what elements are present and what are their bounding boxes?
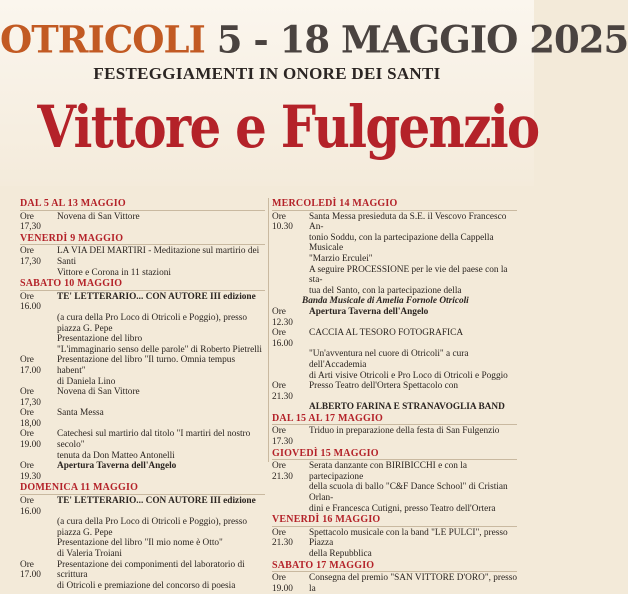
program-entry [272,504,517,515]
event-description: "Un'avventura nel cuore di Otricoli" a cura dell'Accademia [309,349,469,370]
event-time: Ore 19.00 [272,573,293,594]
event-time: Ore 21.30 [272,527,293,549]
event-description: di Otricoli e premiazione del concorso di poesia [57,580,236,591]
program-entry [20,549,265,560]
event-description: della scuola di ballo "C&F Dance School" di Cristian Orlan- [309,482,508,504]
day-heading: SABATO 17 MAGGIO [272,561,517,573]
program-entry [272,286,517,297]
program-entry [20,429,265,450]
program-entry [20,560,265,581]
program-entry [20,313,265,334]
day-heading: SABATO 10 MAGGIO [20,279,265,291]
program-entry [20,461,265,482]
column-divider [268,198,269,462]
program-entry [272,528,517,549]
program-entry [272,233,517,254]
program-entry [20,581,265,592]
title-line [0,14,628,65]
event-description: Presentazione del libro [57,334,143,345]
event-description: (a cura della Pro Loco di Otricoli e Poggio), presso piazza G. Pepe [57,312,248,334]
day-heading: VENERDÌ 16 MAGGIO [272,515,517,527]
event-description: Apertura Taverna dell'Angelo [309,306,429,317]
event-time: Ore 12.30 [272,306,293,328]
event-description: A seguire PROCESSIONE per le vie del paese con la sta- [309,264,508,286]
event-description: dini e Francesca Cutigni, presso Teatro dell'Ortera [309,503,496,514]
day-heading: GIOVEDÌ 15 MAGGIO [272,449,517,461]
event-time: Ore 17.30 [272,426,293,448]
event-description: Vittore e Corona in 11 stazioni [57,267,171,278]
event-description: Presentazione dei componimenti del laboratorio di scrittura [57,559,245,581]
saints-title: Vittore e Fulgenzio [37,93,539,161]
program-entry [272,426,517,447]
event-time: Ore 21.30 [272,461,293,482]
program-entry [20,408,265,429]
program-entry [20,538,265,549]
program-entry [20,355,265,376]
event-description: Novena di San Vittore [57,387,140,398]
town-name: OTRICOLI [0,16,205,62]
program-entry [20,345,265,356]
event-description: di Daniela Lino [57,376,116,387]
event-description: della Repubblica [309,549,372,559]
event-description: Triduo in preparazione della festa di San Fulgenzio [309,426,500,437]
program-columns [14,198,520,594]
program-entry [272,349,517,370]
event-description: Apertura Taverna dell'Angelo [57,461,177,472]
program-entry [272,482,517,503]
program-left-column [20,198,265,591]
program-entry [272,254,517,265]
event-description: "L'immaginario senso delle parole" di Roberto Pietrelli [57,344,262,355]
program-entry [20,246,265,267]
event-time: Ore 10.30 [272,211,293,233]
program-entry [20,212,265,233]
event-time: Ore 17.00 [20,559,41,581]
program-right-column [272,198,518,594]
event-description: tonio Soddu, con la partecipazione della Cappella Musicale [309,232,494,254]
event-time: Ore 16.00 [272,328,293,349]
event-description: CACCIA AL TESORO FOTOGRAFICA [309,328,464,339]
event-time: Ore 19.00 [20,429,41,451]
event-time: Ore 17,30 [20,211,41,233]
program-entry [272,549,517,560]
day-heading: DOMENICA 11 MAGGIO [20,483,265,495]
event-description: di Arti visive Otricoli e Pro Loco di Otricoli e Poggio [309,370,508,381]
program-entry [20,268,265,279]
program-entry [272,212,517,233]
program-entry [20,334,265,345]
event-time: Ore 21.30 [272,381,293,402]
event-time: Ore 18,00 [20,408,41,429]
event-time: Ore 17.00 [20,355,41,376]
event-dates: 5 - 18 MAGGIO 2025 [216,16,628,62]
event-description: Novena di San Vittore [57,211,140,222]
program-entry [272,371,517,382]
event-description: Santa Messa [57,408,104,419]
event-time: Ore 16.00 [20,496,41,517]
event-description: (a cura della Pro Loco di Otricoli e Poggio), presso piazza G. Pepe [57,517,248,538]
subtitle: FESTEGGIAMENTI IN ONORE DEI SANTI [93,64,441,83]
event-description: TE' LETTERARIO... CON AUTORE III edizione [57,496,256,507]
event-description: Presso Teatro dell'Ortera Spettacolo con [309,381,459,392]
day-heading: VENERDÌ 9 MAGGIO [20,234,265,246]
event-description: Serata danzante con BIRIBICCHI e con la partecipazione [309,461,467,482]
event-description: Catechesi sul martirio dal titolo "I martiri del nostro secolo" [57,429,251,451]
event-description: "Marzio Erculei" [309,253,373,264]
event-time: Ore 17,30 [20,246,41,267]
program-entry [272,573,517,594]
program-entry [20,387,265,408]
day-heading: DAL 5 AL 13 MAGGIO [20,199,265,211]
event-description: LA VIA DEI MARTIRI - Meditazione sul martirio dei Santi [57,246,260,267]
program-entry [20,496,265,517]
day-heading: DAL 15 AL 17 MAGGIO [272,414,517,426]
event-description: tua del Santo, con la partecipazione della [309,285,462,296]
event-time: Ore 16.00 [20,291,41,313]
program-entry [272,328,517,349]
event-description: tenuta da Don Matteo Antonelli [57,450,175,461]
event-description: di Valeria Troiani [57,549,122,559]
event-time: Ore 17,30 [20,387,41,408]
program-entry [20,517,265,538]
event-description: Presentazione del libro "Il mio nome è Otto" [57,538,223,549]
program-entry [272,381,517,402]
program-entry [272,402,517,413]
day-heading: MERCOLEDÌ 14 MAGGIO [272,199,517,211]
event-description: Consegna del premio "SAN VITTORE D'ORO", presso la [309,573,518,594]
program-entry [272,265,517,286]
event-description: Presentazione del libro "Il turno. Omnia tempus habent" [57,355,236,376]
event-description: Spettacolo musicale con la band "LE PULCI", presso Piazza [309,527,508,549]
event-description: ALBERTO FARINA E STRANAVOGLIA BAND [309,402,505,413]
program-entry [272,461,517,482]
program-entry [20,451,265,462]
program-entry [20,292,265,313]
event-description: Santa Messa presieduta da S.E. il Vescovo Francesco An- [309,211,507,233]
event-description: TE' LETTERARIO... CON AUTORE III edizione [57,291,256,302]
program-entry [272,307,517,328]
program-entry [20,377,265,388]
event-time: Ore 19.30 [20,461,41,482]
event-line: Banda Musicale di Amelia Fornole Otricoli [302,296,469,307]
